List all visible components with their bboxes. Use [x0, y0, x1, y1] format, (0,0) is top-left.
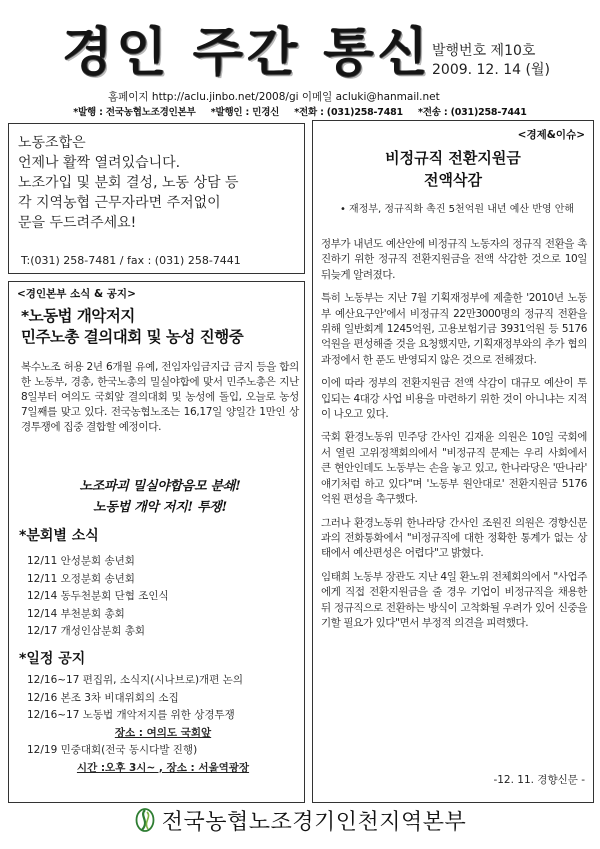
organization-name: 전국농협노조경기인천지역본부	[161, 809, 467, 835]
notice-line: 노조가입 및 분회 결성, 노동 상담 등	[18, 175, 239, 191]
list-item: 12/11 안성분회 송년회	[27, 555, 135, 567]
slogan: 노동법 개악 저지! 투쟁!	[93, 500, 227, 515]
article-paragraph: 이에 따라 정부의 전환지원금 전액 삭감이 대규모 예산이 투입되는 4대강 사업 비용을 마련하기 위한 것이 아니냐는 지적이 나오고 있다.	[321, 377, 587, 421]
schedule-place: 장소 : 여의도 국회앞	[114, 726, 212, 739]
publisher: *발행 : 전국농협노조경인본부	[73, 107, 196, 118]
editor: *발행인 : 민경신	[210, 107, 280, 118]
list-item: 12/14 동두천분회 단협 조인식	[27, 590, 169, 602]
section-label: <경제&이슈>	[517, 129, 585, 141]
issue-info	[432, 42, 550, 80]
article-paragraph: 정부가 내년도 예산안에 비정규직 노동자의 정규직 전환을 촉진하기 위한 정규직 전환지원금을 전액 삭감한 것으로 10일 뒤늦게 알려졌다.	[321, 238, 587, 281]
schedule-place: 시간 :오후 3시~ , 장소 : 서울역광장	[76, 761, 250, 774]
list-item: 12/11 오정분회 송년회	[27, 572, 135, 585]
headquarters-news-box	[8, 281, 305, 803]
news-headline	[21, 306, 301, 348]
masthead	[0, 0, 600, 118]
notice-line: 노동조합은	[18, 135, 86, 151]
notice-line: 각 지역농협 근무자라면 주저없이	[18, 195, 221, 211]
article-source: -12. 11. 경향신문 -	[493, 774, 585, 786]
issue-number: 발행번호 제10호	[432, 43, 536, 59]
news-body: 복수노조 허용 2년 6개월 유예, 전임자임금지급 금지 등을 합의한 노동부, 경총, 한국노총의 밀실야합에 맞서 민주노총은 지난 8일부터 여의도 국회앞 결의대회 및 농성에 돌입, 오늘로 농성 7일째를 맞고 있다. 전국농협노조는 16,17일 양일간 1만인 상경투쟁에 집중 결합할 예정이다.	[21, 361, 299, 433]
list-item: 12/16~17 노동법 개악저지를 위한 상경투쟁	[27, 709, 235, 721]
article-headline	[313, 147, 593, 191]
notice-line: 문을 두드려주세요!	[18, 215, 137, 231]
headline-line: *노동법 개악저지	[21, 307, 135, 325]
headline-line: 비정규직 전환지원금	[385, 149, 521, 167]
notice-line: 언제나 활짝 열려있습니다.	[18, 155, 181, 171]
branch-news-heading: *분회별 소식	[19, 528, 99, 544]
issue-date: 2009. 12. 14 (월)	[432, 62, 550, 78]
article-paragraph: 그러나 환경노동위 한나라당 간사인 조원진 의원은 경향신문과의 전화통화에서 "비정규직에 대한 정확한 통계가 없는 상태에서 예산편성은 어렵다"고 밝혔다.	[321, 516, 587, 560]
newsletter-title: 경인 주간 통신	[62, 23, 432, 83]
schedule-list	[27, 672, 299, 777]
list-item: 12/17 개성인삼분회 총회	[27, 625, 146, 637]
publisher-line	[0, 104, 600, 118]
article-subhead: • 재정부, 정규직화 촉진 5천억원 내년 예산 반영 안해	[339, 204, 575, 215]
branch-news-list	[27, 553, 299, 641]
contact-line: 홈페이지 http://aclu.jinbo.net/2008/gi 이메일 acluki@hanmail.net	[108, 91, 440, 103]
notice-tel: T:(031) 258-7481 / fax : (031) 258-7441	[21, 254, 241, 267]
list-item: 12/16~17 편집위, 소식지(시나브로)개편 논의	[27, 674, 243, 686]
list-item: 12/16 본조 3차 비대위회의 소집	[27, 691, 179, 704]
notice-box	[8, 123, 305, 274]
article-paragraph: 특히 노동부는 지난 7월 기획재정부에 제출한 '2010년 노동부 예산요구안'에서 비정규직 22만3000명의 정규직 전환을 위해 일반회계 1245억원, 고용보험기금 3931억원 등 5176억원을 편성해줄 것을 요청했지만, 기획재정부와의 추가 협의과정에서 한 푼도 반영되지 않은 것으로 전해졌다.	[321, 292, 587, 366]
economy-issue-article	[312, 120, 594, 803]
phone: *전화 : (031)258-7481	[294, 107, 403, 118]
headline-line: 민주노총 결의대회 및 농성 진행중	[21, 328, 244, 346]
article-paragraph: 국회 환경노동위 민주당 간사인 김재윤 의원은 10일 국회에서 열린 고위정책회의에서 "비정규직 문제는 우리 사회에서 큰 현안인데도 노동부는 손을 놓고 있고, 한나라당은 '딴나라' 얘기처럼 하고 있다"며 '노동부 원안대로' 전환지원금 5176억원 편성을 촉구했다.	[321, 431, 587, 506]
notice-text	[18, 133, 302, 233]
schedule-heading: *일정 공지	[19, 651, 86, 667]
article-paragraph: 임태희 노동부 장관도 지난 4일 환노위 전체회의에서 "사업주에게 직접 전환지원금을 줄 경우 기업이 비정규직을 채용한 뒤 정규직으로 전환하는 방식이 고착화될 우려가 있어 신중을 기할 필요가 있다"면서 부정적 의견을 피력했다.	[321, 570, 587, 629]
union-logo-icon	[134, 807, 156, 833]
article-body	[321, 237, 587, 639]
fax: *전송 : (031)258-7441	[418, 107, 527, 118]
list-item: 12/14 부천분회 총회	[27, 607, 125, 620]
headline-line: 전액삭감	[424, 171, 482, 189]
footer	[0, 800, 600, 840]
slogan: 노조파괴 밀실야합음모 분쇄!	[79, 479, 241, 494]
section-label: <경인본부 소식 & 공지>	[17, 288, 136, 300]
list-item: 12/19 민중대회(전국 동시다발 진행)	[27, 744, 198, 756]
left-column	[8, 120, 305, 803]
